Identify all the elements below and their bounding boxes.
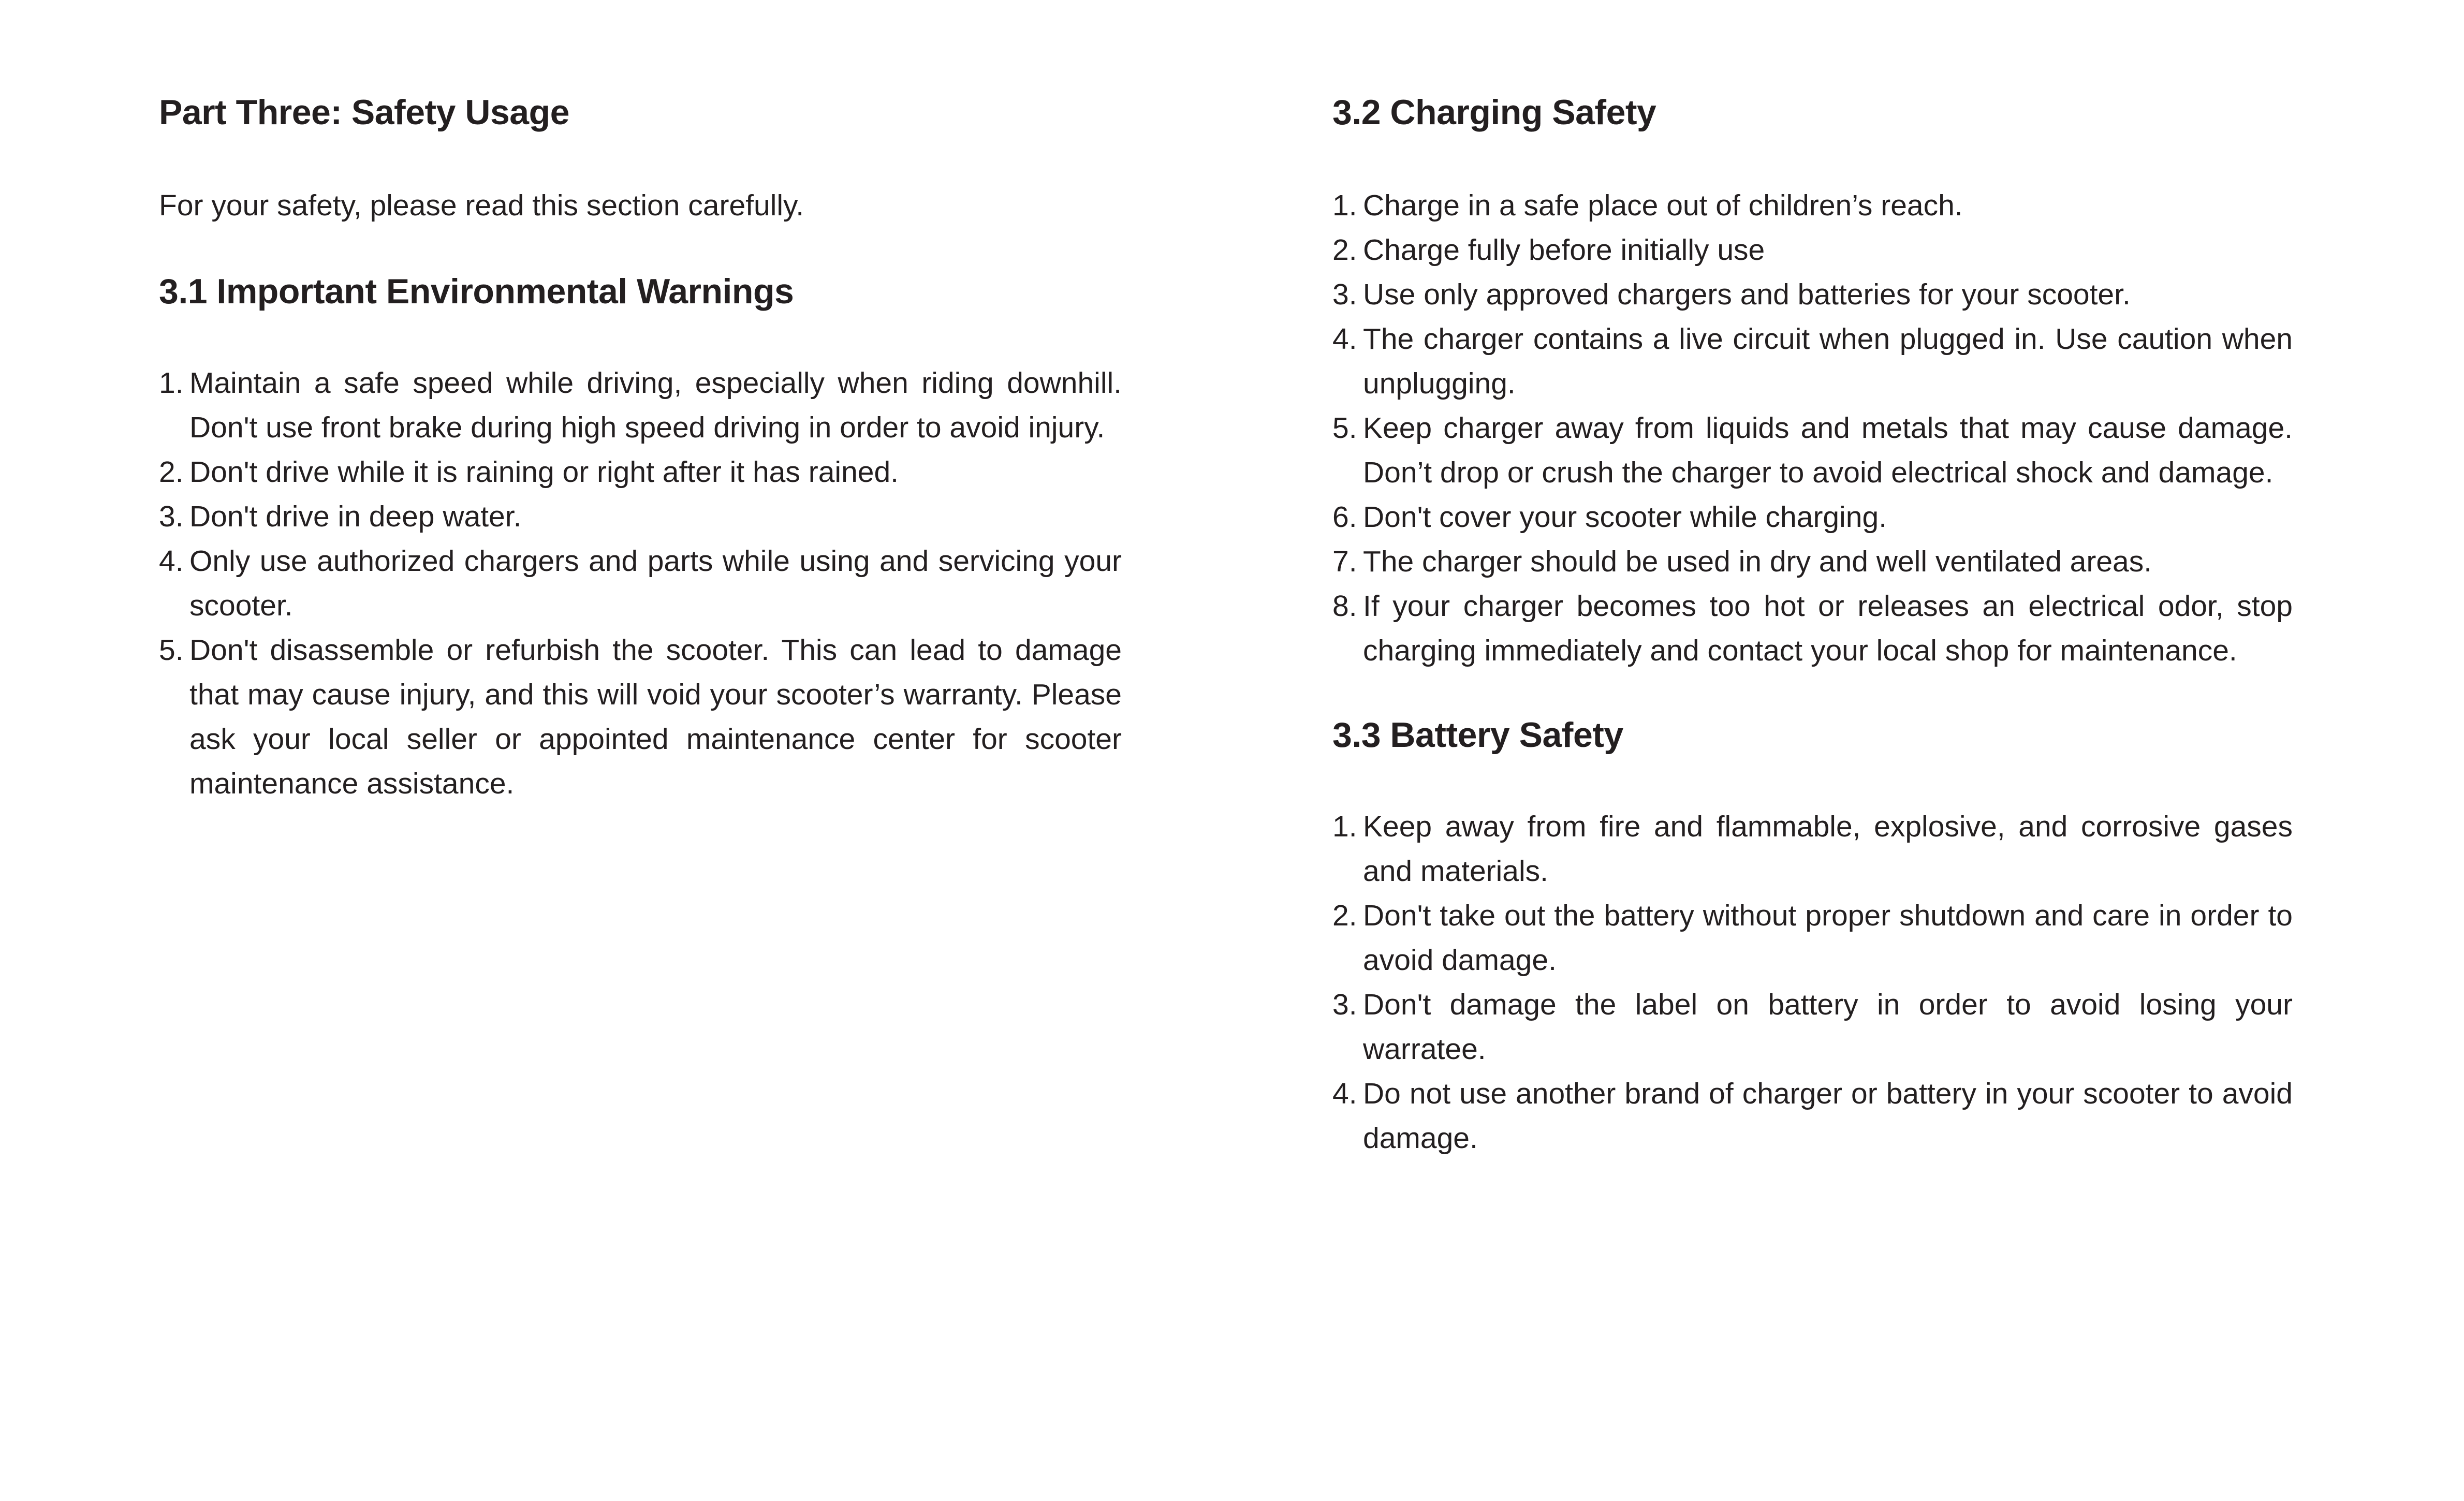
- list-item-number: 3.: [159, 500, 184, 533]
- list-item: [1332, 495, 2293, 539]
- list-item-text: Don't cover your scooter while charging.: [1363, 501, 1887, 534]
- list-item-text: Don't take out the battery without proper shutdown and care in order to avoid damage.: [1363, 899, 2293, 977]
- charging-safety-list: [1332, 183, 2293, 673]
- battery-safety-list: [1332, 804, 2293, 1160]
- list-item: [159, 494, 1122, 539]
- list-item: [1332, 228, 2293, 272]
- list-item-text: Do not use another brand of charger or battery in your scooter to avoid damage.: [1363, 1077, 2293, 1155]
- list-item-text: Don't damage the label on battery in order to avoid losing your warratee.: [1363, 988, 2293, 1066]
- list-item: [159, 450, 1122, 494]
- list-item-text: Keep charger away from liquids and metals that may cause damage. Don’t drop or crush the charger to avoid electrical shock and damage.: [1363, 411, 2293, 489]
- list-item-number: 1.: [1332, 810, 1357, 843]
- list-item: [1332, 539, 2293, 584]
- list-item-number: 2.: [1332, 233, 1357, 267]
- list-item-text: If your charger becomes too hot or releases an electrical odor, stop charging immediately and contact your local shop for maintenance.: [1363, 590, 2293, 667]
- list-item-text: Don't disassemble or refurbish the scooter. This can lead to damage that may cause injury, and this will void your scooter’s warranty. Please ask your local seller or appointed maintenance center for scooter maintenance assistance.: [189, 634, 1122, 800]
- list-item-text: Don't drive in deep water.: [189, 500, 522, 533]
- list-item-text: Charge in a safe place out of children’s reach.: [1363, 189, 1963, 222]
- list-item-text: Charge fully before initially use: [1363, 233, 1765, 267]
- intro-text: For your safety, please read this section carefully.: [159, 189, 804, 222]
- list-item-number: 4.: [1332, 322, 1357, 356]
- list-item: [1332, 1071, 2293, 1160]
- list-item-number: 2.: [1332, 899, 1357, 932]
- section-title-environmental-warnings: 3.1 Important Environmental Warnings: [159, 272, 794, 311]
- list-item: [1332, 584, 2293, 673]
- list-item-text: Maintain a safe speed while driving, especially when riding downhill. Don't use front brake during high speed driving in order to avoid injury.: [189, 366, 1122, 444]
- list-item-number: 6.: [1332, 501, 1357, 534]
- list-item: [159, 539, 1122, 628]
- list-item: [1332, 183, 2293, 228]
- list-item-text: Use only approved chargers and batteries for your scooter.: [1363, 278, 2131, 311]
- list-item-text: Keep away from fire and flammable, explosive, and corrosive gases and materials.: [1363, 810, 2293, 888]
- list-item-text: The charger should be used in dry and well ventilated areas.: [1363, 545, 2152, 578]
- list-item-number: 5.: [1332, 411, 1357, 445]
- list-item-number: 4.: [159, 545, 184, 578]
- section-title-charging-safety: 3.2 Charging Safety: [1332, 93, 1656, 132]
- list-item: [1332, 804, 2293, 893]
- environmental-warnings-list: [159, 361, 1122, 806]
- list-item: [1332, 272, 2293, 317]
- section-title-battery-safety: 3.3 Battery Safety: [1332, 715, 1623, 755]
- list-item: [1332, 982, 2293, 1071]
- list-item-number: 7.: [1332, 545, 1357, 578]
- list-item: [159, 361, 1122, 450]
- part-title: Part Three: Safety Usage: [159, 93, 569, 132]
- list-item-text: The charger contains a live circuit when plugged in. Use caution when unplugging.: [1363, 322, 2293, 400]
- list-item-number: 5.: [159, 634, 184, 667]
- list-item: [159, 628, 1122, 806]
- list-item-number: 1.: [159, 366, 184, 400]
- list-item-number: 3.: [1332, 278, 1357, 311]
- list-item-text: Only use authorized chargers and parts while using and servicing your scooter.: [189, 545, 1122, 622]
- list-item-number: 4.: [1332, 1077, 1357, 1110]
- list-item-number: 8.: [1332, 590, 1357, 623]
- list-item: [1332, 893, 2293, 982]
- list-item: [1332, 406, 2293, 495]
- list-item-text: Don't drive while it is raining or right after it has rained.: [189, 455, 899, 489]
- list-item-number: 1.: [1332, 189, 1357, 222]
- list-item-number: 3.: [1332, 988, 1357, 1021]
- list-item-number: 2.: [159, 455, 184, 489]
- list-item: [1332, 317, 2293, 406]
